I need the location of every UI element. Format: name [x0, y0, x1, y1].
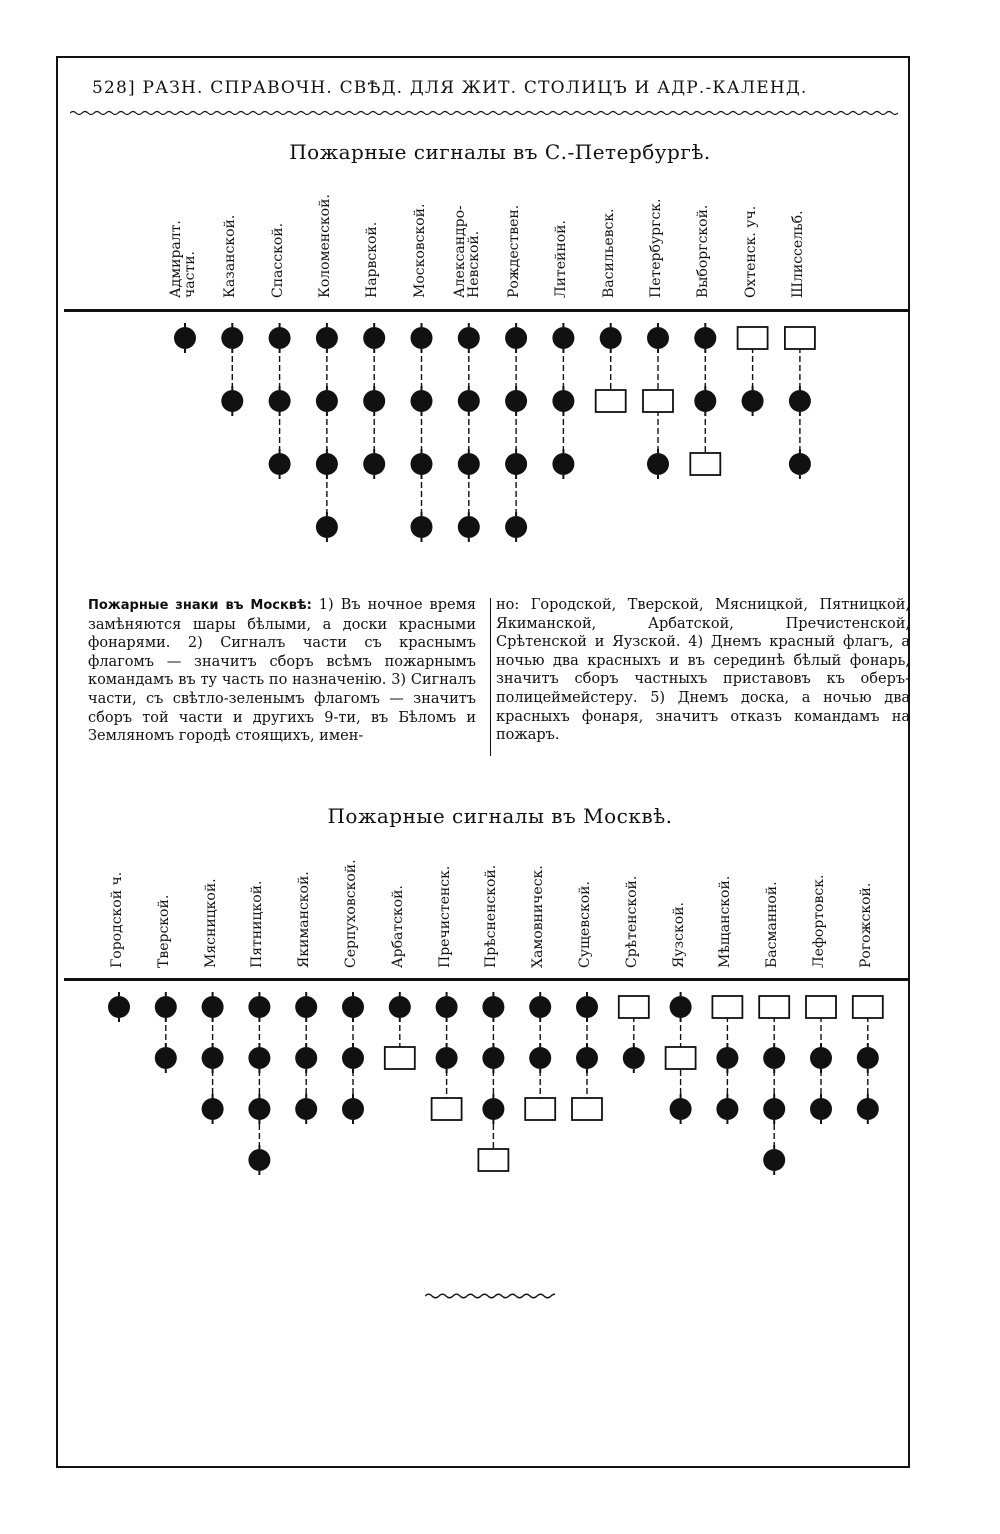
signal-ball [108, 996, 130, 1018]
column-label-line: Рождествен. [506, 204, 523, 298]
column-label-line: Пятницкой. [249, 880, 266, 968]
column-label-line: Литейной. [553, 220, 570, 298]
signal-ball [763, 1047, 785, 1069]
column-label-line: Выборгской. [695, 204, 712, 298]
signal-ball [295, 1047, 317, 1069]
signal-ball [576, 1047, 598, 1069]
signal-ball [202, 1047, 224, 1069]
column-label-line: Пречистенск. [436, 865, 453, 968]
column-label-line: Васильевск. [600, 208, 617, 298]
signal-ball [763, 1098, 785, 1120]
signal-ball [202, 996, 224, 1018]
column-label-line: Тверской. [155, 894, 172, 968]
column-label-line: Адмиралт. [168, 220, 184, 298]
signal-board [666, 1047, 696, 1069]
column-label-line: Серпуховской. [343, 859, 359, 968]
column-label-line: Московской. [411, 203, 428, 298]
column-label-line: Петербургск. [648, 198, 664, 298]
column-label-line: Охтенск. уч. [742, 205, 759, 298]
signal-ball [248, 1149, 270, 1171]
column-label-line: Срѣтенской. [623, 875, 640, 968]
signal-ball [810, 1098, 832, 1120]
column-label-line: Мѣщанской. [717, 875, 734, 968]
column-label-line: Мясницкой. [202, 878, 219, 968]
signal-ball [155, 1047, 177, 1069]
page-number: 528] [92, 78, 136, 98]
column-label-line: Басманной. [764, 881, 781, 968]
signal-board [385, 1047, 415, 1069]
moscow-title: Пожарные сигналы въ Москвѣ. [327, 804, 673, 828]
signal-ball [248, 1098, 270, 1120]
column-label-line: Невской. [465, 230, 482, 298]
signal-board [525, 1098, 555, 1120]
column-label-line: Казанской. [222, 214, 239, 298]
column-label-line: Рогожской. [857, 882, 874, 968]
column-label-line: Коломенской. [316, 194, 333, 298]
signal-ball [670, 996, 692, 1018]
end-ornament [425, 1290, 555, 1302]
signal-ball [810, 1047, 832, 1069]
spb-title: Пожарные сигналы въ С.-Петербургѣ. [289, 140, 711, 164]
signal-ball [716, 1047, 738, 1069]
column-label-line: Городской ч. [109, 871, 125, 968]
signal-ball [763, 1149, 785, 1171]
signal-ball [342, 1098, 364, 1120]
signal-ball [529, 1047, 551, 1069]
signal-ball [389, 996, 411, 1018]
column-label-line: Спасской. [269, 222, 286, 298]
signal-board [432, 1098, 462, 1120]
signal-ball [436, 996, 458, 1018]
signal-ball [716, 1098, 738, 1120]
signal-ball [248, 1047, 270, 1069]
column-label-line: Шлиссельб. [789, 210, 806, 298]
column-label-line: Нарвской. [364, 221, 381, 298]
signal-board [806, 996, 836, 1018]
signal-board [759, 996, 789, 1018]
signal-ball [623, 1047, 645, 1069]
signal-ball [248, 996, 270, 1018]
running-title: РАЗН. СПРАВОЧН. СВѢД. ДЛЯ ЖИТ. СТОЛИЦЪ И АДР.-КАЛЕНД. [142, 78, 808, 98]
signal-ball [482, 1098, 504, 1120]
signal-board [619, 996, 649, 1018]
signal-board [478, 1149, 508, 1171]
signal-ball [155, 996, 177, 1018]
column-label-line: Хамовническ. [530, 865, 547, 968]
column-label-line: Яузской. [670, 902, 687, 968]
moscow-signs-lead: Пожарные знаки въ Москвѣ: [88, 598, 312, 613]
signal-ball [295, 996, 317, 1018]
signal-ball [295, 1098, 317, 1120]
signal-ball [576, 996, 598, 1018]
column-label-line: Сущевской. [577, 881, 593, 968]
signal-ball [529, 996, 551, 1018]
moscow-signs-left-body: 1) Въ ночное время замѣняются шары бѣлыми, а доски красными фонарями. 2) Сигналъ части съ краснымъ флагомъ — значитъ сборъ всѣмъ пожарнымъ командамъ въ ту часть по назначенію. 3) Сигналъ части, съ свѣтло-зеленымъ флагомъ — значитъ сборъ той части и другихъ 9-ти, въ Бѣломъ и Земляномъ городѣ стоящихъ, имен- [88, 597, 476, 745]
signal-ball [670, 1098, 692, 1120]
column-label-line: Александро- [451, 205, 468, 298]
signal-board [572, 1098, 602, 1120]
signal-ball [202, 1098, 224, 1120]
moscow-signs-right-body: но: Городской, Тверской, Мясницкой, Пятницкой, Якиманской, Арбатской, Пречистенской, Срѣтенской и Яузской. 4) Днемъ красный флагъ, а ночью два красныхъ и въ серединѣ бѣлый фонарь, значитъ сборъ частныхъ приставовъ къ оберъ-полицеймейстеру. 5) Днемъ доска, а ночью два красныхъ фонаря, значитъ отказъ командамъ на пожаръ. [496, 597, 910, 744]
signal-ball [482, 996, 504, 1018]
signal-ball [482, 1047, 504, 1069]
column-label-line: Прѣсненской. [483, 864, 500, 968]
signal-board [853, 996, 883, 1018]
column-label-line: части. [182, 251, 198, 298]
signal-board [712, 996, 742, 1018]
column-label-line: Якиманской. [296, 871, 313, 968]
signal-ball [436, 1047, 458, 1069]
column-label-line: Арбатской. [389, 885, 406, 968]
signal-ball [342, 1047, 364, 1069]
signal-ball [342, 996, 364, 1018]
signal-ball [857, 1047, 879, 1069]
column-label-line: Лефортовск. [811, 874, 827, 968]
signal-ball [857, 1098, 879, 1120]
